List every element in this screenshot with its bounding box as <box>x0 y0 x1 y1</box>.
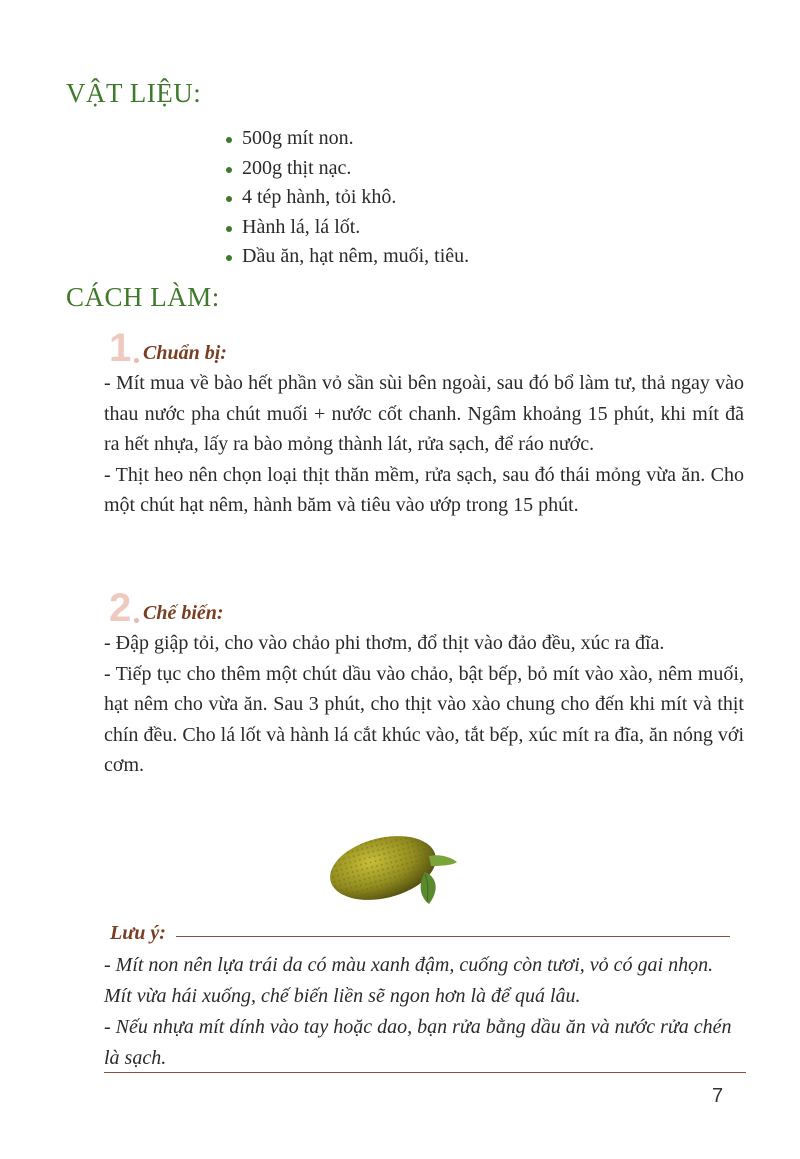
page-number: 7 <box>712 1085 724 1107</box>
method-title: CÁCH LÀM: <box>66 282 220 312</box>
ingredients-title: VẬT LIỆU: <box>66 78 202 108</box>
bullet-icon <box>226 226 232 232</box>
ingredient-item: 500g mít non. <box>226 124 469 154</box>
bullet-icon <box>226 196 232 202</box>
step-label: Chuẩn bị: <box>143 342 227 364</box>
step-paragraph: - Mít mua về bào hết phần vỏ sần sùi bên ngoài, sau đó bổ làm tư, thả ngay vào thau nước pha chút muối + nước cốt chanh. Ngâm khoảng 15 phút, khi mít đã ra hết nhựa, lấy ra bào mỏng thành lát, rửa sạch, để ráo nước. <box>104 372 744 455</box>
step-preparation <box>104 326 744 521</box>
step-paragraph: - Tiếp tục cho thêm một chút dầu vào chảo, bật bếp, bỏ mít vào xào, nêm muối, hạt nêm cho vừa ăn. Sau 3 phút, cho thịt vào xào chung cho đến khi mít và thịt chín đều. Cho lá lốt và hành lá cắt khúc vào, tắt bếp, xúc mít ra đĩa, ăn nóng với cơm. <box>104 662 744 776</box>
ingredient-item: Hành lá, lá lốt. <box>226 213 469 243</box>
step-dot-icon <box>134 618 139 623</box>
note-paragraph: - Nếu nhựa mít dính vào tay hoặc dao, bạn rửa bằng dầu ăn và nước rửa chén là sạch. <box>104 1016 732 1069</box>
step-number: 1 <box>109 326 132 370</box>
step-label: Chế biến: <box>143 602 224 624</box>
step-paragraph: - Đập giập tỏi, cho vào chảo phi thơm, đổ thịt vào đảo đều, xúc ra đĩa. <box>104 632 665 654</box>
note-box <box>104 920 744 1074</box>
step-paragraph: - Thịt heo nên chọn loại thịt thăn mềm, rửa sạch, sau đó thái mỏng vừa ăn. Cho một chút hạt nêm, hành băm và tiêu vào ướp trong 15 phút. <box>104 463 744 516</box>
ingredient-item: 200g thịt nạc. <box>226 154 469 184</box>
note-bottom-rule <box>104 1072 746 1073</box>
note-top-rule <box>176 936 730 937</box>
step-cooking <box>104 586 744 781</box>
bullet-icon <box>226 137 232 143</box>
ingredient-item: Dầu ăn, hạt nêm, muối, tiêu. <box>226 242 469 272</box>
step-number: 2 <box>109 586 132 630</box>
step-dot-icon <box>134 358 139 363</box>
note-paragraph: - Mít non nên lựa trái da có màu xanh đậm, cuống còn tươi, vỏ có gai nhọn. Mít vừa hái xuống, chế biến liền sẽ ngon hơn là để quá lâu. <box>104 954 714 1007</box>
bullet-icon <box>226 167 232 173</box>
ingredient-item: 4 tép hành, tỏi khô. <box>226 183 469 213</box>
bullet-icon <box>226 255 232 261</box>
note-label: Lưu ý: <box>110 922 166 944</box>
jackfruit-image <box>325 832 470 912</box>
ingredients-list <box>226 124 469 272</box>
